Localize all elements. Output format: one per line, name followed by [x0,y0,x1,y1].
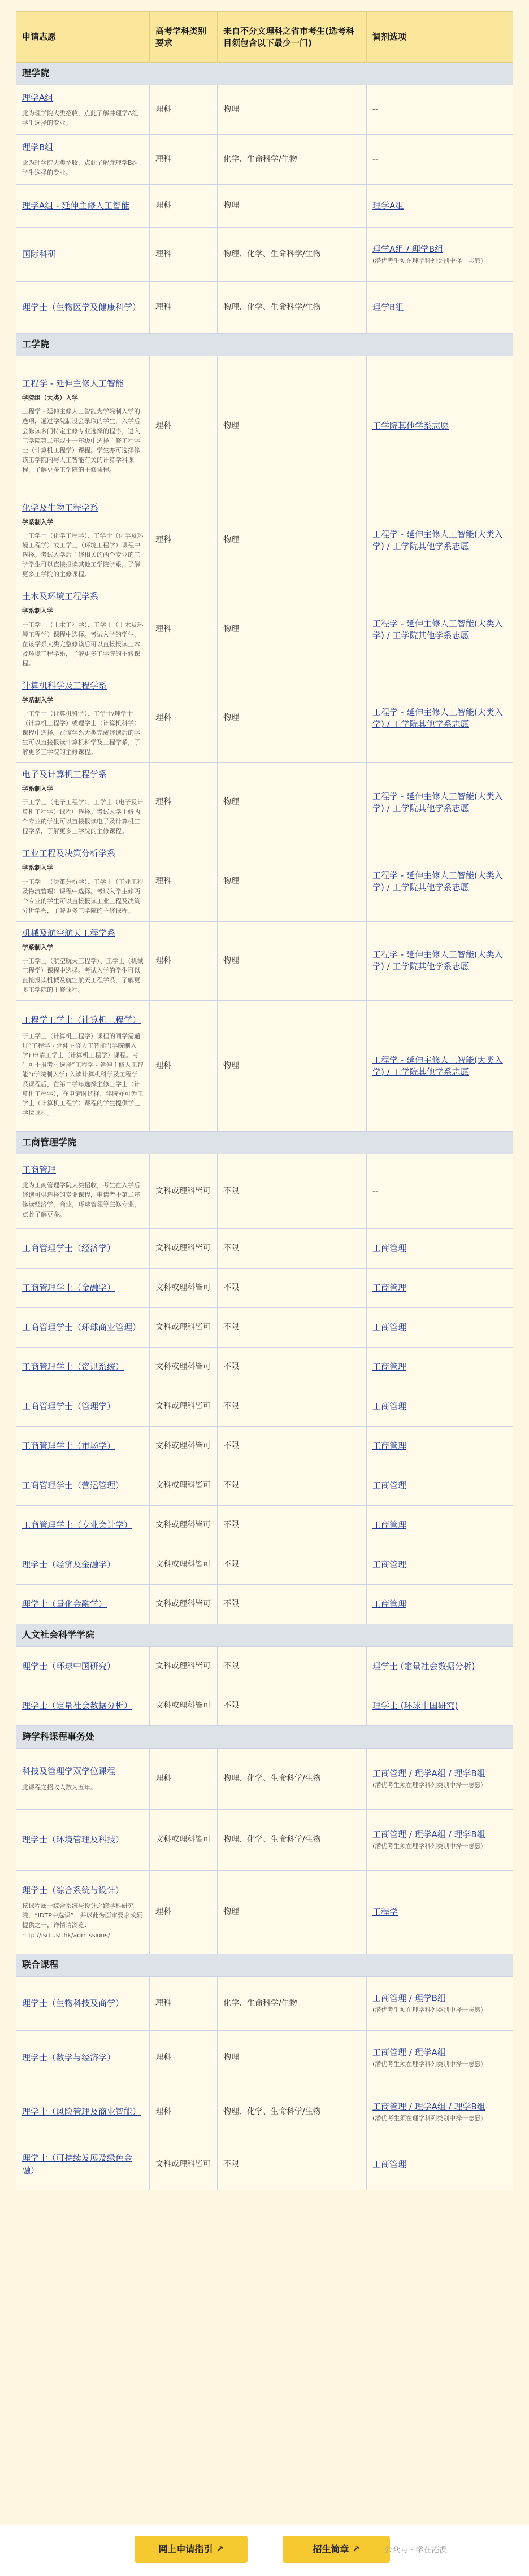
alternative-option: -- [372,104,379,114]
program-description: 该课程属于综合系统与设计之跨学科研究院，“IDTP中选课”，并以此为面审要求或须提供之一，详情请浏览：http://isd.ust.hk/admissions/ [22,1902,142,1939]
subject-requirement: 文科或理科皆可 [150,1308,218,1348]
elective-requirement: 物理 [218,763,367,842]
alternative-option[interactable]: 理学士 (定量社会数据分析) [372,1661,475,1672]
watermark-text: 公众号 · 学在港澳 [384,2546,448,2555]
alternative-option[interactable]: 理学A组 / 理学B组 [372,243,444,254]
alternative-note: (潜优考生须在理学科列类别中择一志愿) [372,256,483,264]
program-name-link[interactable]: 工商管理学士（经济学） [22,1243,116,1253]
elective-requirement: 物理、化学、生命科学/生物 [218,2085,367,2139]
table-header-row [16,12,514,63]
program-name-link[interactable]: 理学士（生物医学及健康科学） [22,302,141,312]
alternative-option[interactable]: 工商管理 [372,1283,407,1293]
alternative-option[interactable]: 工商管理 [372,1480,407,1491]
table-row [16,1269,514,1308]
elective-requirement: 不限 [218,1427,367,1466]
program-cell [16,1466,150,1506]
program-cell [16,1427,150,1466]
alternative-option[interactable]: 理学A组 [372,200,404,211]
program-cell [16,1585,150,1624]
alternative-cell [367,1545,514,1585]
subject-requirement: 文科或理科皆可 [150,1269,218,1308]
table-row [16,135,514,185]
elective-requirement: 物理 [218,496,367,585]
section-title: 联合课程 [16,1954,514,1977]
program-admission-mode: 学系制入学 [22,943,53,951]
subject-requirement: 理科 [150,2085,218,2139]
elective-requirement: 不限 [218,1466,367,1506]
program-admission-mode: 学系制入学 [22,864,53,872]
alternative-cell [367,282,514,334]
alternative-cell [367,1154,514,1229]
subject-requirement: 文科或理科皆可 [150,1387,218,1427]
alternative-cell [367,1585,514,1624]
program-admission-mode: 学系制入学 [22,607,53,615]
alternative-option[interactable]: 工商管理 / 理学A组 / 理学B组 [372,1768,485,1779]
program-cell [16,135,150,185]
program-cell [16,1810,150,1871]
elective-requirement: 物理 [218,356,367,496]
program-cell [16,1871,150,1954]
table-row [16,185,514,228]
program-name-link[interactable]: 理学士（生物科技及商学） [22,1998,124,2008]
elective-requirement: 不限 [218,2139,367,2190]
table-row [16,356,514,496]
program-cell [16,2139,150,2190]
program-cell [16,842,150,921]
subject-requirement: 理科 [150,356,218,496]
program-name-link[interactable]: 工程学工学士（计算机工程学） [22,1015,141,1026]
alternative-note: (潜优考生须在理学科列类别中择一志愿) [372,2006,483,2013]
program-cell [16,1647,150,1686]
alternative-option[interactable]: 工商管理 [372,1441,407,1452]
elective-requirement: 物理、化学、生命科学/生物 [218,282,367,334]
elective-requirement: 物理 [218,585,367,674]
header-program: 申请志愿 [16,12,150,63]
table-row [16,1466,514,1506]
table-row [16,1647,514,1686]
program-name-link[interactable]: 工商管理学士（环球商业管理） [22,1322,141,1332]
alternative-cell [367,228,514,282]
elective-requirement: 物理 [218,85,367,135]
program-cell [16,1269,150,1308]
subject-requirement: 文科或理科皆可 [150,1466,218,1506]
alternative-cell [367,2031,514,2085]
table-row [16,1977,514,2031]
alternative-option[interactable]: 理学士 (环球中国研究) [372,1701,458,1711]
table-row [16,1686,514,1726]
program-name-link[interactable]: 工商管理学士（专业会计学） [22,1519,133,1530]
program-cell [16,1001,150,1132]
subject-requirement: 文科或理科皆可 [150,1506,218,1545]
subject-requirement: 理科 [150,1749,218,1810]
program-cell [16,2085,150,2139]
program-cell [16,1308,150,1348]
program-name-link[interactable]: 工业工程及决策分析学系 [22,848,116,859]
table-body [16,63,514,2190]
table-row [16,1810,514,1871]
subject-requirement: 文科或理科皆可 [150,1229,218,1269]
alternative-option[interactable]: 工商管理 / 理学A组 / 理学B组 [372,2101,485,2112]
elective-requirement: 物理 [218,842,367,921]
section-title: 工学院 [16,334,514,356]
program-name-link[interactable]: 理学A组 - 延伸主修人工智能 [22,200,130,211]
subject-requirement: 文科或理科皆可 [150,1348,218,1387]
alternative-option[interactable]: 工学院其他学系志愿 [372,421,449,431]
elective-requirement: 不限 [218,1686,367,1726]
table-row [16,282,514,334]
table-row [16,674,514,762]
alternative-option[interactable]: 工商管理 [372,1362,407,1372]
program-cell [16,2031,150,2085]
alternative-note: (潜优考生须在理学科列类别中择一志愿) [372,1842,483,1850]
elective-requirement: 物理、化学、生命科学/生物 [218,1810,367,1871]
program-description: 于工学士（计算机工程学）课程的同学需通过“工程学 - 延伸主修人工智能”(学院制入学) 申请工学士（计算机工程学）课程。考生可于报考时选择“工程学 - 延伸主修人工智能”(学院制入学) 入读计算机科学及工程学系课程后，在第二学年选择主修工学士（计算机工程学），在申请时选择，学院亦可为工学士（计算机工程学）课程的学生提供学士学位课程。 [22,1032,144,1117]
program-name-link[interactable]: 理学士（可持续发展及绿色金融） [22,2152,133,2176]
alternative-option[interactable]: 工程学 - 延伸主修人工智能(大类入学) / 工学院其他学系志愿 [372,529,503,552]
program-name-link[interactable]: 工商管理学士（金融学） [22,1282,116,1293]
alternative-cell [367,1001,514,1132]
alternative-cell [367,185,514,228]
table-row [16,921,514,1000]
alternative-cell [367,1308,514,1348]
alternative-option[interactable]: 工程学 - 延伸主修人工智能(大类入学) / 工学院其他学系志愿 [372,791,503,813]
alternative-option[interactable]: 工商管理 [372,1520,407,1531]
alternative-option[interactable]: 工商管理 [372,1322,407,1333]
program-cell [16,85,150,135]
alternative-option[interactable]: 工商管理 [372,1599,407,1610]
alternative-cell [367,356,514,496]
application-guide-button[interactable]: 网上申请指引 ↗ [135,2536,248,2563]
program-name-link[interactable]: 理学士（定量社会数据分析） [22,1700,133,1711]
alternative-cell [367,921,514,1000]
subject-requirement: 理科 [150,185,218,228]
program-cell [16,921,150,1000]
program-name-link[interactable]: 理学士（环球中国研究） [22,1660,116,1671]
table-row [16,496,514,585]
table-row [16,763,514,842]
program-admission-mode: 学系制入学 [22,518,53,526]
alternative-cell [367,763,514,842]
alternative-cell [367,1506,514,1545]
alternative-cell [367,135,514,185]
table-row [16,1154,514,1229]
alternative-cell [367,842,514,921]
subject-requirement: 理科 [150,85,218,135]
subject-requirement: 理科 [150,1977,218,2031]
program-name-link[interactable]: 理学士（综合系统与设计） [22,1885,124,1895]
alternative-cell [367,585,514,674]
elective-requirement: 物理 [218,674,367,762]
table-row [16,85,514,135]
program-description: 工程学 - 延伸主修人工智能为学院制入学的选项，通过学院制设会录取的学生，入学后会修读多门特定主修专业选择的程序，进入工学院第二年或十一年级中选择主修工程学士（计算机工程学）课程。学生亦可选择修读工学院内与人工智能有关的计算学科课程，了解更多工学院的主修课程。 [22,408,140,473]
program-cell [16,1229,150,1269]
admission-table [16,11,513,2190]
subject-requirement: 理科 [150,1001,218,1132]
prospectus-button[interactable]: 招生简章 ↗ [283,2536,390,2563]
subject-requirement: 文科或理科皆可 [150,2139,218,2190]
alternative-cell [367,674,514,762]
elective-requirement: 化学、生命科学/生物 [218,1977,367,2031]
program-name-link[interactable]: 电子及计算机工程学系 [22,769,107,780]
subject-requirement: 理科 [150,228,218,282]
program-description: 此为理学院大类招收，点此了解并理学B组学生选择的专业。 [22,159,138,177]
program-cell [16,763,150,842]
program-name-link[interactable]: 工商管理学士（资讯系统） [22,1361,124,1372]
alternative-option[interactable]: 工程学 - 延伸主修人工智能(大类入学) / 工学院其他学系志愿 [372,618,503,640]
section-row [16,63,514,85]
table-row [16,1348,514,1387]
table-row [16,228,514,282]
alternative-cell [367,2085,514,2139]
alternative-cell [367,1749,514,1810]
subject-requirement: 理科 [150,921,218,1000]
subject-requirement: 理科 [150,1871,218,1954]
alternative-option[interactable]: 工商管理 [372,1243,407,1254]
program-name-link[interactable]: 工商管理学士（营运管理） [22,1480,124,1490]
table-row [16,1871,514,1954]
program-name-link[interactable]: 理学A组 [22,92,54,103]
alternative-cell [367,85,514,135]
program-admission-mode: 学院组（大类）入学 [22,394,78,402]
program-cell [16,228,150,282]
program-name-link[interactable]: 国际科研 [22,249,57,259]
elective-requirement: 不限 [218,1348,367,1387]
program-name-link[interactable]: 工程学 - 延伸主修人工智能 [22,378,124,389]
program-cell [16,1154,150,1229]
program-cell [16,185,150,228]
elective-requirement: 物理、化学、生命科学/生物 [218,228,367,282]
program-description: 于工学士（化学工程学）、工学士（化学及环境工程学）或工学士（环境工程学）课程中选择。考试入学后主修相关的两个专业的工学学生可以直接报读其他工学院学系，了解更多工学院的主修课程。 [22,532,144,578]
program-cell [16,1545,150,1585]
alternative-option: -- [372,1186,379,1196]
table-row [16,1427,514,1466]
section-title: 人文社会科学学院 [16,1624,514,1647]
footer-bar [0,2525,529,2576]
program-name-link[interactable]: 工商管理学士（市场学） [22,1440,116,1451]
alternative-option[interactable]: 工商管理 [372,2159,407,2170]
alternative-option[interactable]: 工程学 - 延伸主修人工智能(大类入学) / 工学院其他学系志愿 [372,870,503,893]
subject-requirement: 理科 [150,585,218,674]
alternative-option[interactable]: 工商管理 / 理学B组 [372,1993,446,2003]
subject-requirement: 理科 [150,763,218,842]
program-admission-mode: 学系制入学 [22,696,53,704]
program-description: 此为理学院大类招收，点此了解并理学A组学生选择的专业。 [22,110,138,127]
table-row [16,585,514,674]
section-title: 跨学科课程事务处 [16,1726,514,1749]
subject-requirement: 理科 [150,496,218,585]
elective-requirement: 不限 [218,1585,367,1624]
elective-requirement: 不限 [218,1545,367,1585]
alternative-option[interactable]: 工商管理 / 理学A组 [372,2047,446,2058]
program-description: 于工学士（航空航天工程学）、工学士（机械工程学）课程中选择。考试入学的学生可以直接报读机械及航空航天工程学系，了解更多工学院的主修课程。 [22,957,144,994]
alternative-cell [367,1348,514,1387]
program-cell [16,1348,150,1387]
table-row [16,1506,514,1545]
section-row [16,1726,514,1749]
program-description: 此课程之招收人数为五年。 [22,1783,97,1791]
elective-requirement: 物理 [218,185,367,228]
program-cell [16,1749,150,1810]
table-row [16,2031,514,2085]
elective-requirement: 不限 [218,1506,367,1545]
header-elective: 来自不分文理科之省市考生(选考科目须包含以下最少一门) [218,12,367,63]
alternative-cell [367,1977,514,2031]
program-cell [16,496,150,585]
program-name-link[interactable]: 计算机科学及工程学系 [22,680,107,691]
header-alternative: 调剂选项 [367,12,514,63]
alternative-option[interactable]: 工商管理 [372,1559,407,1570]
program-name-link[interactable]: 机械及航空航天工程学系 [22,927,116,938]
table-row [16,2139,514,2190]
alternative-note: (潜优考生须在理学科列类别中择一志愿) [372,1781,483,1789]
program-cell [16,585,150,674]
program-name-link[interactable]: 理学士（风险管理及商业智能） [22,2106,141,2117]
section-row [16,1954,514,1977]
program-cell [16,1686,150,1726]
table-row [16,1585,514,1624]
subject-requirement: 理科 [150,842,218,921]
alternative-cell [367,1871,514,1954]
alternative-option[interactable]: 工商管理 [372,1401,407,1412]
program-description: 于工学士（土木工程学）、工学士（土木及环境工程学）课程中选择。考试入学的学生，在该学系大类完整修读后可以直接报读土木及环境工程学系，了解更多工学院的主修课程。 [22,621,144,667]
subject-requirement: 文科或理科皆可 [150,1427,218,1466]
elective-requirement: 不限 [218,1647,367,1686]
program-name-link[interactable]: 科技及管理学双学位课程 [22,1766,116,1777]
alternative-option[interactable]: 工程学 - 延伸主修人工智能(大类入学) / 工学院其他学系志愿 [372,949,503,972]
program-cell [16,1506,150,1545]
program-name-link[interactable]: 化学及生物工程学系 [22,503,99,513]
subject-requirement: 文科或理科皆可 [150,1585,218,1624]
program-cell [16,1387,150,1427]
program-admission-mode: 学系制入学 [22,784,53,792]
alternative-cell [367,1647,514,1686]
elective-requirement: 不限 [218,1154,367,1229]
subject-requirement: 文科或理科皆可 [150,1545,218,1585]
section-row [16,334,514,356]
alternative-cell [367,1466,514,1506]
subject-requirement: 理科 [150,2031,218,2085]
program-cell [16,674,150,762]
alternative-option[interactable]: 工程学 - 延伸主修人工智能(大类入学) / 工学院其他学系志愿 [372,1054,503,1077]
subject-requirement: 理科 [150,282,218,334]
program-name-link[interactable]: 理学士（数学与经济学） [22,2052,116,2063]
section-title: 工商管理学院 [16,1132,514,1154]
program-name-link[interactable]: 理学士（量化金融学） [22,1598,107,1609]
table-row [16,1001,514,1132]
alternative-note: (潜优考生须在理学科列类别中择一志愿) [372,2060,483,2068]
table-row [16,842,514,921]
alternative-cell [367,2139,514,2190]
elective-requirement: 物理 [218,1871,367,1954]
program-cell [16,1977,150,2031]
header-subject: 高考学科类别要求 [150,12,218,63]
section-row [16,1132,514,1154]
subject-requirement: 文科或理科皆可 [150,1686,218,1726]
subject-requirement: 文科或理科皆可 [150,1647,218,1686]
elective-requirement: 化学、生命科学/生物 [218,135,367,185]
alternative-cell [367,1229,514,1269]
elective-requirement: 物理、化学、生命科学/生物 [218,1749,367,1810]
alternative-option[interactable]: 工程学 - 延伸主修人工智能(大类入学) / 工学院其他学系志愿 [372,707,503,729]
program-name-link[interactable]: 土木及环境工程学系 [22,591,99,602]
elective-requirement: 不限 [218,1308,367,1348]
alternative-cell [367,1387,514,1427]
table-row [16,1308,514,1348]
subject-requirement: 理科 [150,674,218,762]
elective-requirement: 物理 [218,1001,367,1132]
admission-table-container [16,11,513,2513]
subject-requirement: 理科 [150,135,218,185]
alternative-option: -- [372,154,379,164]
program-cell [16,282,150,334]
alternative-cell [367,1686,514,1726]
elective-requirement: 不限 [218,1229,367,1269]
alternative-option[interactable]: 工商管理 / 理学A组 / 理学B组 [372,1829,485,1840]
program-name-link[interactable]: 工商管理 [22,1164,57,1175]
elective-requirement: 物理 [218,2031,367,2085]
program-name-link[interactable]: 理学士（环境管理及科技） [22,1834,124,1845]
program-description: 于工学士（电子工程学）、工学士（电子及计算机工程学）课程中选择。考试入学主修两个专业的学生可以直接报读电子及计算机工程学系，了解更多工学院的主修课程。 [22,799,144,835]
table-row [16,2085,514,2139]
subject-requirement: 文科或理科皆可 [150,1154,218,1229]
program-description: 于工学士（决策分析学）、工学士（工业工程及物流管理）课程中选择。考试入学主修两个专业的学生可以直接报读工业工程及决策分析学系，了解更多工学院的主修课程。 [22,878,144,914]
alternative-cell [367,1269,514,1308]
program-name-link[interactable]: 理学B组 [22,142,54,152]
alternative-cell [367,1810,514,1871]
section-title: 理学院 [16,63,514,85]
program-name-link[interactable]: 工商管理学士（管理学） [22,1401,116,1411]
program-description: 此为工商管理学院大类招收，考生在入学后修读可供选择的专业课程，申请者于第二年修读经济学，商业，环球管理等主修专业，点此了解更多。 [22,1182,140,1218]
alternative-option[interactable]: 工程学 [372,1907,398,1917]
table-row [16,1387,514,1427]
program-name-link[interactable]: 理学士（经济及金融学） [22,1559,116,1570]
program-cell [16,356,150,496]
subject-requirement: 文科或理科皆可 [150,1810,218,1871]
alternative-cell [367,1427,514,1466]
table-row [16,1229,514,1269]
program-description: 于工学士（计算机科学）、工学士/理学士（计算机工程学）或理学士（计算机科学）课程中选择。在该学系大类完成修读后的学生可以直接报读计算机科学及工程学系，了解更多工学院的主修课程。 [22,709,140,756]
section-row [16,1624,514,1647]
table-row [16,1749,514,1810]
alternative-cell [367,496,514,585]
elective-requirement: 不限 [218,1269,367,1308]
table-row [16,1545,514,1585]
alternative-note: (潜优考生须在理学科列类别中择一志愿) [372,2114,483,2122]
elective-requirement: 不限 [218,1387,367,1427]
alternative-option[interactable]: 理学B组 [372,302,404,312]
elective-requirement: 物理 [218,921,367,1000]
